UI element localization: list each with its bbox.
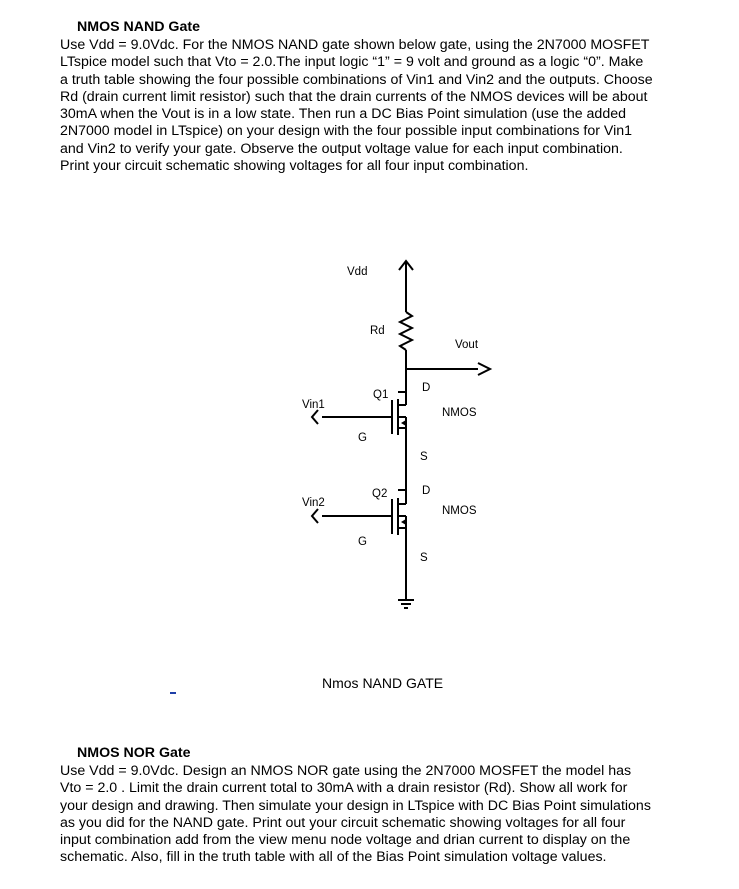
nand-heading: NMOS NAND Gate bbox=[77, 19, 200, 35]
nand-line: 2N7000 model in LTspice) on your design with the four possible input combinations for Vin1 bbox=[60, 123, 633, 140]
vdd-label: Vdd bbox=[347, 266, 368, 278]
vin2-arrow-icon bbox=[312, 509, 318, 523]
q1-source-label: S bbox=[420, 451, 428, 463]
vin1-label: Vin1 bbox=[302, 399, 325, 411]
nand-line: Use Vdd = 9.0Vdc. For the NMOS NAND gate shown below gate, using the 2N7000 MOSFET bbox=[60, 37, 650, 53]
ground-icon bbox=[398, 600, 414, 608]
q2-drain-label: D bbox=[422, 485, 431, 497]
q2-type-label: NMOS bbox=[442, 505, 477, 517]
nand-line: Rd (drain current limit resistor) such that the drain currents of the NMOS devices will be about bbox=[60, 88, 648, 105]
nand-line: a truth table showing the four possible combinations of Vin1 and Vin2 and the outputs. Choose bbox=[60, 71, 653, 88]
q1-drain-label: D bbox=[422, 382, 431, 394]
vin2-label: Vin2 bbox=[302, 497, 325, 509]
q2-transistor-icon bbox=[322, 490, 406, 535]
nor-line: schematic. Also, fill in the truth table with all of the Bias Point simulation voltage values. bbox=[60, 849, 607, 866]
nand-line: Print your circuit schematic showing voltages for all four input combination. bbox=[60, 158, 529, 175]
q1-gate-label: G bbox=[358, 432, 367, 444]
rd-resistor-icon bbox=[400, 312, 412, 350]
nor-paragraph bbox=[60, 763, 651, 867]
q1-transistor-icon bbox=[322, 392, 406, 435]
rd-label: Rd bbox=[370, 325, 385, 337]
link-mark bbox=[170, 692, 176, 694]
nor-line: Use Vdd = 9.0Vdc. Design an NMOS NOR gate using the 2N7000 MOSFET the model has bbox=[60, 763, 632, 779]
q1-label: Q1 bbox=[373, 389, 389, 401]
nand-line: LTspice model such that Vto = 2.0.The input logic “1” = 9 volt and ground as a logic “0”. Make bbox=[60, 54, 644, 71]
nor-line: your design and drawing. Then simulate your design in LTspice with DC Bias Point simulations bbox=[60, 797, 651, 814]
nor-line: input combination add from the view menu node voltage and drian current to display on the bbox=[60, 832, 631, 849]
nor-line: as you did for the NAND gate. Print out your circuit schematic showing voltages for all four bbox=[60, 814, 626, 831]
q2-source-label: S bbox=[420, 552, 428, 564]
vout-arrow-icon bbox=[478, 363, 490, 375]
vin1-arrow-icon bbox=[312, 410, 318, 424]
q2-label: Q2 bbox=[372, 488, 388, 500]
q1-source-arrow-icon bbox=[401, 420, 406, 426]
nand-line: and Vin2 to verify your gate. Observe the output voltage value for each input combination. bbox=[60, 140, 623, 157]
schematic-caption: Nmos NAND GATE bbox=[322, 675, 444, 691]
nand-line: 30mA when the Vout is in a low state. Then run a DC Bias Point simulation (use the added bbox=[60, 106, 626, 123]
q2-gate-label: G bbox=[358, 536, 367, 548]
vout-label: Vout bbox=[455, 339, 479, 351]
q2-source-arrow-icon bbox=[401, 519, 406, 525]
nor-heading: NMOS NOR Gate bbox=[77, 745, 191, 761]
q1-type-label: NMOS bbox=[442, 407, 477, 419]
nor-line: Vto = 2.0 . Limit the drain current total to 30mA with a drain resistor (Rd). Show all work for bbox=[60, 780, 628, 797]
